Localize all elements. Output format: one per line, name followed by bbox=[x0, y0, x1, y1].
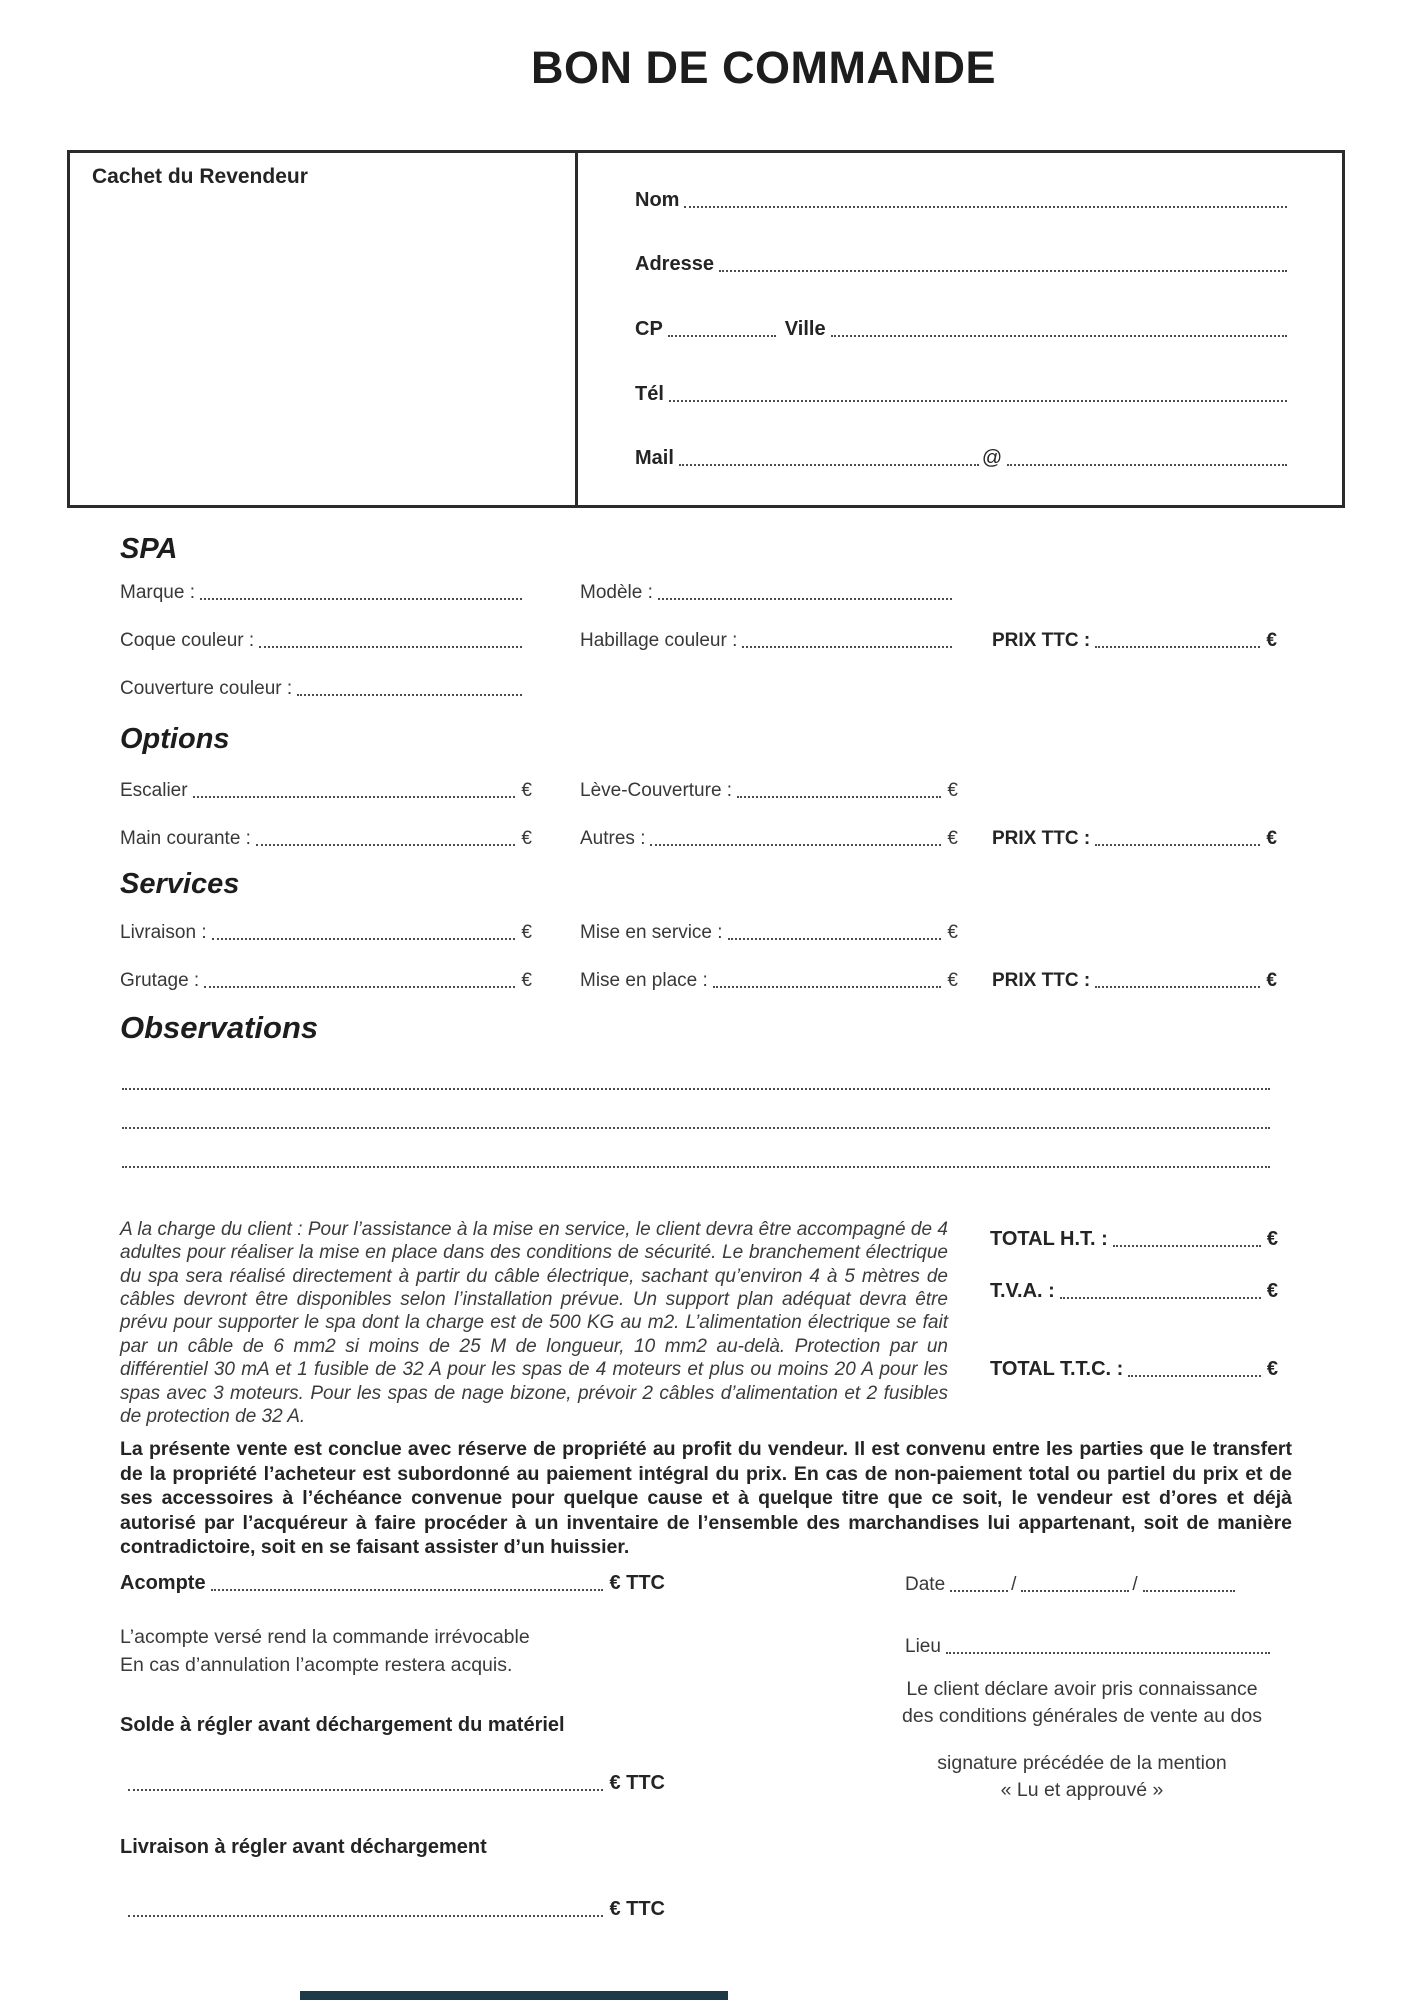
date-month-input-line[interactable] bbox=[1021, 1589, 1129, 1592]
box-divider bbox=[575, 153, 578, 505]
cp-label: CP bbox=[635, 318, 663, 340]
signature-mention bbox=[878, 1750, 1286, 1804]
date-slash: / bbox=[1132, 1574, 1138, 1595]
euro-sign: € bbox=[521, 922, 532, 943]
euro-ttc-suffix: € TTC bbox=[609, 1898, 665, 1920]
tel-input-line[interactable] bbox=[669, 399, 1287, 402]
euro-sign: € bbox=[1266, 828, 1277, 849]
observations-line-2[interactable] bbox=[122, 1127, 1270, 1129]
mention-line1: signature précédée de la mention bbox=[937, 1752, 1227, 1774]
livraison-input-line[interactable] bbox=[212, 937, 516, 940]
total-ttc-input-line[interactable] bbox=[1128, 1374, 1261, 1377]
mention-line2: « Lu et approuvé » bbox=[1000, 1778, 1164, 1801]
euro-sign: € bbox=[947, 828, 958, 849]
ville-input-line[interactable] bbox=[831, 334, 1287, 337]
client-charge-notice: A la charge du client : Pour l’assistance à la mise en service, le client devra être accompagné de 4 adultes pour réaliser la mise en place dans des conditions de sécurité. Le branchement électrique du spa sera réalisé directement à partir du câble électrique, sachant qu’environ 4 à 5 mètres de câbles devront être disponibles selon l’installation prévue. Un support plan adéquat devra être prévu pour supporter le spa dont la charge est de 500 KG au m2. L’alimentation électrique se fait par un câble de 6 mm2 si moins de 25 M de longueur, 10 mm2 au-delà. Protection par un différentiel 30 mA et 1 fusible de 32 A pour les spas de 4 moteurs et plus ou moins 20 A pour les spas avec 3 moteurs. Pour les spas de nage bizone, prévoir 2 câbles d’alimentation et 2 fusibles de protection de 32 A. bbox=[120, 1219, 948, 1427]
modele-input-line[interactable] bbox=[658, 597, 952, 600]
euro-ttc-suffix: € TTC bbox=[609, 1572, 665, 1594]
field-row-mise-en-service bbox=[580, 922, 958, 944]
total-ht-input-line[interactable] bbox=[1113, 1244, 1261, 1247]
tel-label: Tél bbox=[635, 383, 664, 405]
main-courante-input-line[interactable] bbox=[256, 843, 515, 846]
field-row-mise-en-place bbox=[580, 970, 958, 992]
euro-sign: € bbox=[521, 970, 532, 991]
euro-sign: € bbox=[1266, 630, 1277, 651]
adresse-input-line[interactable] bbox=[719, 269, 1287, 272]
tva-label: T.V.A. : bbox=[990, 1280, 1055, 1302]
leve-couverture-input-line[interactable] bbox=[737, 795, 941, 798]
mise-en-service-label: Mise en service : bbox=[580, 922, 723, 943]
field-row-livraison bbox=[120, 922, 532, 944]
observations-line-3[interactable] bbox=[122, 1166, 1270, 1168]
field-row-escalier bbox=[120, 780, 532, 802]
euro-sign: € bbox=[1266, 1228, 1278, 1250]
adresse-label: Adresse bbox=[635, 253, 714, 275]
mail-label: Mail bbox=[635, 447, 674, 469]
field-row-adresse bbox=[635, 250, 1290, 276]
form-title: BON DE COMMANDE bbox=[531, 42, 996, 93]
coque-couleur-label: Coque couleur : bbox=[120, 630, 255, 651]
mail-local-input-line[interactable] bbox=[679, 463, 979, 466]
dealer-stamp-label: Cachet du Revendeur bbox=[92, 165, 308, 188]
field-row-main-courante bbox=[120, 828, 532, 850]
date-year-input-line[interactable] bbox=[1143, 1589, 1235, 1592]
autres-input-line[interactable] bbox=[650, 843, 941, 846]
date-slash: / bbox=[1011, 1574, 1017, 1595]
mise-en-place-input-line[interactable] bbox=[713, 985, 942, 988]
date-label: Date bbox=[905, 1574, 946, 1595]
cp-input-line[interactable] bbox=[668, 334, 776, 337]
field-row-total-ht bbox=[990, 1228, 1278, 1251]
main-courante-label: Main courante : bbox=[120, 828, 251, 849]
marque-input-line[interactable] bbox=[200, 597, 522, 600]
field-row-modele bbox=[580, 582, 955, 604]
euro-sign: € bbox=[947, 922, 958, 943]
declaration-line2: des conditions générales de vente au dos bbox=[902, 1704, 1262, 1727]
field-row-cp-ville bbox=[635, 315, 1290, 341]
field-row-solde-amount bbox=[128, 1772, 665, 1795]
lieu-input-line[interactable] bbox=[946, 1651, 1270, 1654]
field-row-options-prix-ttc bbox=[992, 828, 1277, 850]
options-prix-ttc-label: PRIX TTC : bbox=[992, 828, 1091, 849]
euro-sign: € bbox=[521, 780, 532, 801]
autres-label: Autres : bbox=[580, 828, 646, 849]
field-row-lieu bbox=[905, 1636, 1273, 1658]
leve-couverture-label: Lève-Couverture : bbox=[580, 780, 733, 801]
couverture-couleur-input-line[interactable] bbox=[297, 693, 522, 696]
acompte-input-line[interactable] bbox=[211, 1588, 604, 1591]
escalier-input-line[interactable] bbox=[193, 795, 516, 798]
habillage-couleur-label: Habillage couleur : bbox=[580, 630, 738, 651]
options-heading: Options bbox=[120, 723, 230, 755]
euro-sign: € bbox=[947, 780, 958, 801]
field-row-grutage bbox=[120, 970, 532, 992]
mise-en-place-label: Mise en place : bbox=[580, 970, 708, 991]
observations-line-1[interactable] bbox=[122, 1088, 1270, 1090]
habillage-couleur-input-line[interactable] bbox=[742, 645, 952, 648]
field-row-spa-prix-ttc bbox=[992, 630, 1277, 652]
field-row-date bbox=[905, 1574, 1273, 1596]
spa-prix-ttc-input-line[interactable] bbox=[1095, 645, 1260, 648]
escalier-label: Escalier bbox=[120, 780, 188, 801]
field-row-mail bbox=[635, 444, 1290, 470]
livraison-label: Livraison : bbox=[120, 922, 207, 943]
field-row-tel bbox=[635, 380, 1290, 406]
services-prix-ttc-input-line[interactable] bbox=[1095, 985, 1260, 988]
acompte-note-line1: L’acompte versé rend la commande irrévocable bbox=[120, 1626, 530, 1648]
euro-ttc-suffix: € TTC bbox=[609, 1772, 665, 1794]
nom-label: Nom bbox=[635, 189, 680, 211]
spa-heading: SPA bbox=[120, 533, 178, 565]
services-heading: Services bbox=[120, 868, 240, 900]
spa-prix-ttc-label: PRIX TTC : bbox=[992, 630, 1091, 651]
coque-couleur-input-line[interactable] bbox=[259, 645, 522, 648]
field-row-total-ttc bbox=[990, 1358, 1278, 1381]
field-row-acompte bbox=[120, 1572, 665, 1595]
lieu-label: Lieu bbox=[905, 1636, 941, 1657]
grutage-label: Grutage : bbox=[120, 970, 200, 991]
nom-input-line[interactable] bbox=[684, 205, 1287, 208]
livraison-reglement-label: Livraison à régler avant déchargement bbox=[120, 1836, 487, 1858]
euro-sign: € bbox=[1266, 970, 1277, 991]
field-row-coque bbox=[120, 630, 525, 652]
date-day-input-line[interactable] bbox=[950, 1589, 1008, 1592]
solde-label: Solde à régler avant déchargement du matériel bbox=[120, 1714, 565, 1736]
observations-heading: Observations bbox=[120, 1010, 319, 1045]
field-row-tva bbox=[990, 1280, 1278, 1303]
marque-label: Marque : bbox=[120, 582, 195, 603]
field-row-livraison-amount bbox=[128, 1898, 665, 1921]
total-ttc-label: TOTAL T.T.C. : bbox=[990, 1358, 1124, 1380]
euro-sign: € bbox=[1266, 1280, 1278, 1302]
grutage-input-line[interactable] bbox=[204, 985, 515, 988]
client-declaration bbox=[878, 1676, 1286, 1730]
modele-label: Modèle : bbox=[580, 582, 653, 603]
tva-input-line[interactable] bbox=[1060, 1296, 1261, 1299]
livraison-amount-input-line[interactable] bbox=[128, 1914, 603, 1917]
services-prix-ttc-label: PRIX TTC : bbox=[992, 970, 1091, 991]
solde-amount-input-line[interactable] bbox=[128, 1788, 603, 1791]
field-row-leve-couverture bbox=[580, 780, 958, 802]
retention-clause: La présente vente est conclue avec réserve de propriété au profit du vendeur. Il est convenu entre les parties que le transfert de la propriété l’acheteur est subordonné au paiement intégral du prix. En cas de non-paiement total ou partiel du prix et de ses accessoires à l’échéance convenue pour quelque cause et à quelque titre que ce soit, le vendeur est d’ores et déjà autorisé par l’acquéreur à faire procéder à un inventaire de l’ensemble des marchandises lui appartenant, soit de manière contradictoire, soit en se faisant assister d’un huissier. bbox=[120, 1438, 1292, 1559]
acompte-label: Acompte bbox=[120, 1572, 206, 1594]
mise-en-service-input-line[interactable] bbox=[728, 937, 942, 940]
euro-sign: € bbox=[947, 970, 958, 991]
options-prix-ttc-input-line[interactable] bbox=[1095, 843, 1260, 846]
euro-sign: € bbox=[1266, 1358, 1278, 1380]
field-row-couverture bbox=[120, 678, 525, 700]
ville-label: Ville bbox=[784, 318, 826, 340]
total-ht-label: TOTAL H.T. : bbox=[990, 1228, 1108, 1250]
field-row-marque bbox=[120, 582, 525, 604]
field-row-nom bbox=[635, 186, 1290, 212]
mail-domain-input-line[interactable] bbox=[1007, 463, 1287, 466]
at-sign: @ bbox=[981, 447, 1003, 469]
couverture-couleur-label: Couverture couleur : bbox=[120, 678, 293, 699]
field-row-habillage bbox=[580, 630, 955, 652]
acompte-note-line2: En cas d’annulation l’acompte restera acquis. bbox=[120, 1654, 513, 1676]
declaration-line1: Le client déclare avoir pris connaissance bbox=[906, 1678, 1258, 1700]
field-row-autres bbox=[580, 828, 958, 850]
bottom-edge-artifact bbox=[300, 1991, 728, 2000]
field-row-services-prix-ttc bbox=[992, 970, 1277, 992]
euro-sign: € bbox=[521, 828, 532, 849]
